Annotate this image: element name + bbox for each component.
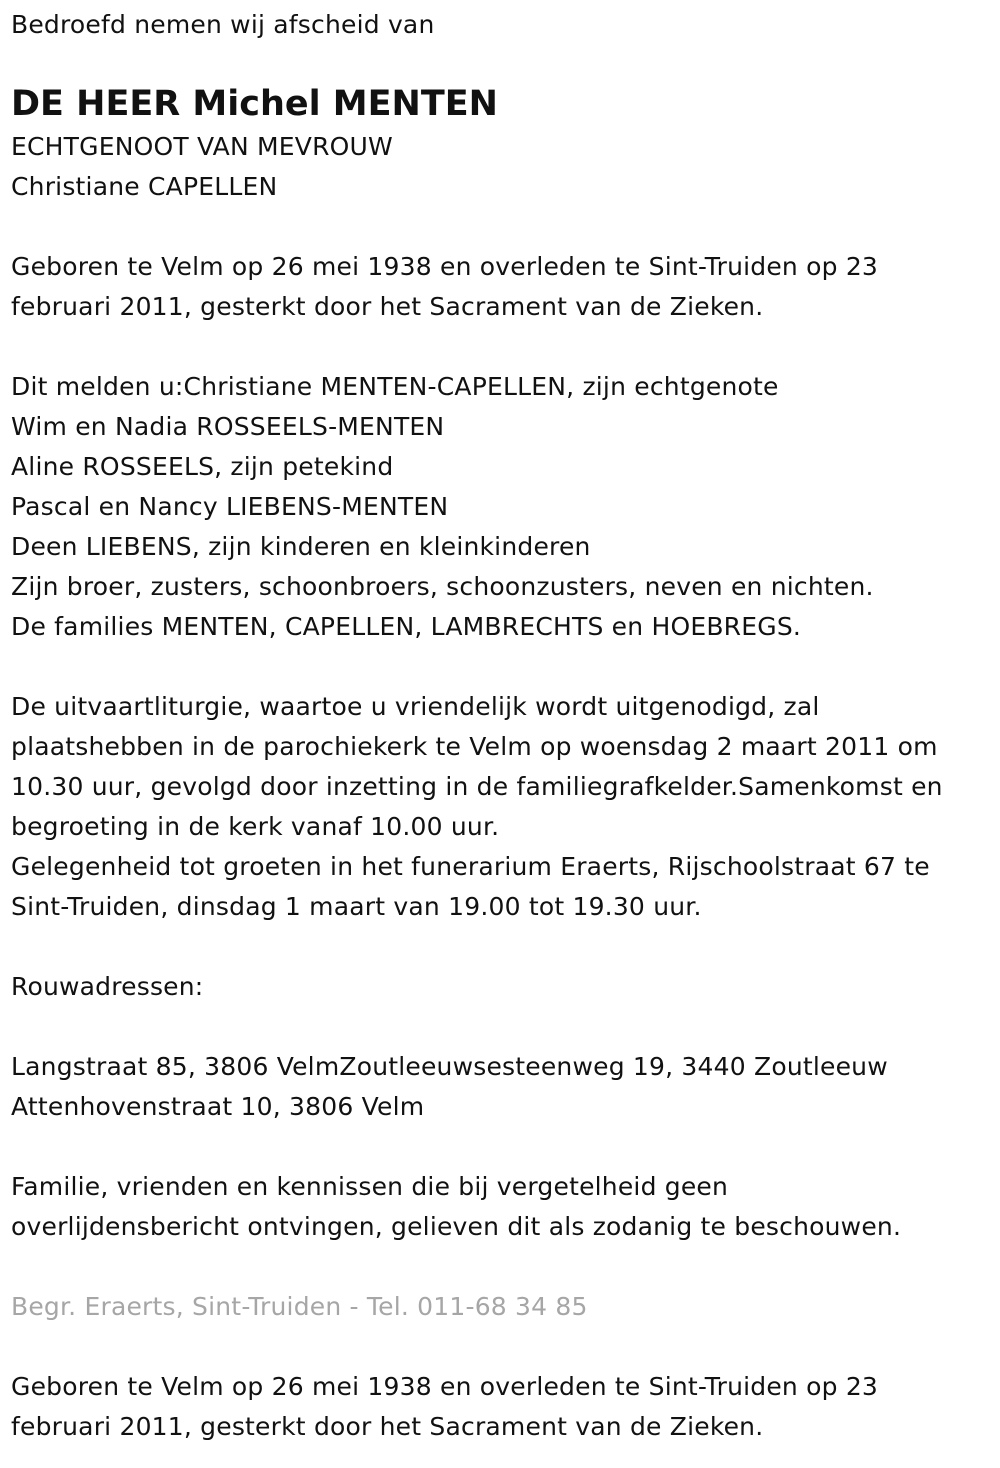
birth-death-repeat-paragraph: [11, 1367, 991, 1447]
family-line: Zijn broer, zusters, schoonbroers, schoonzusters, neven en nichten.: [11, 572, 874, 601]
spacer: [11, 1247, 991, 1287]
addresses-list: [11, 1047, 991, 1127]
funeral-line: Sint-Truiden, dinsdag 1 maart van 19.00 tot 19.30 uur.: [11, 892, 702, 921]
funeral-line: Gelegenheid tot groeten in het funerarium Eraerts, Rijschoolstraat 67 te: [11, 852, 930, 881]
family-line: Dit melden u:Christiane MENTEN-CAPELLEN, zijn echtgenote: [11, 372, 779, 401]
address-line: Langstraat 85, 3806 VelmZoutleeuwsesteenweg 19, 3440 Zoutleeuw: [11, 1052, 888, 1081]
relation-line-1: ECHTGENOOT VAN MEVROUW: [11, 132, 393, 161]
funeral-line: De uitvaartliturgie, waartoe u vriendelijk wordt uitgenodigd, zal: [11, 692, 820, 721]
birth-death-line: Geboren te Velm op 26 mei 1938 en overleden te Sint-Truiden op 23: [11, 1372, 879, 1401]
family-line: Wim en Nadia ROSSEELS-MENTEN: [11, 412, 445, 441]
notice-line: Familie, vrienden en kennissen die bij vergetelheid geen: [11, 1172, 729, 1201]
spacer: [11, 927, 991, 967]
spacer: [11, 327, 991, 367]
funeral-paragraph: [11, 687, 991, 927]
funeral-line: plaatshebben in de parochiekerk te Velm op woensdag 2 maart 2011 om: [11, 732, 938, 761]
address-line: Attenhovenstraat 10, 3806 Velm: [11, 1092, 425, 1121]
spacer: [11, 1007, 991, 1047]
birth-death-line: februari 2011, gesterkt door het Sacrament van de Zieken.: [11, 1412, 764, 1441]
notice-line: overlijdensbericht ontvingen, gelieven dit als zodanig te beschouwen.: [11, 1212, 902, 1241]
undertaker-contact: Begr. Eraerts, Sint-Truiden - Tel. 011-68 34 85: [11, 1292, 588, 1321]
birth-death-line: Geboren te Velm op 26 mei 1938 en overleden te Sint-Truiden op 23: [11, 252, 879, 281]
relation-line-2: Christiane CAPELLEN: [11, 172, 278, 201]
family-line: Aline ROSSEELS, zijn petekind: [11, 452, 394, 481]
spacer: [11, 1327, 991, 1367]
birth-death-line: februari 2011, gesterkt door het Sacrament van de Zieken.: [11, 292, 764, 321]
funeral-line: begroeting in de kerk vanaf 10.00 uur.: [11, 812, 500, 841]
notice-paragraph: [11, 1167, 991, 1247]
deceased-name: DE HEER Michel MENTEN: [11, 84, 498, 124]
spacer: [11, 1127, 991, 1167]
family-list: [11, 367, 991, 647]
birth-death-paragraph: [11, 247, 991, 327]
family-line: Pascal en Nancy LIEBENS-MENTEN: [11, 492, 449, 521]
addresses-heading: Rouwadressen:: [11, 972, 204, 1001]
family-line: De families MENTEN, CAPELLEN, LAMBRECHTS en HOEBREGS.: [11, 612, 802, 641]
obituary-notice: [11, 0, 991, 1447]
spacer: [11, 647, 991, 687]
intro-text: Bedroefd nemen wij afscheid van: [11, 10, 435, 39]
family-line: Deen LIEBENS, zijn kinderen en kleinkinderen: [11, 532, 591, 561]
spacer: [11, 207, 991, 247]
funeral-line: 10.30 uur, gevolgd door inzetting in de familiegrafkelder.Samenkomst en: [11, 772, 943, 801]
